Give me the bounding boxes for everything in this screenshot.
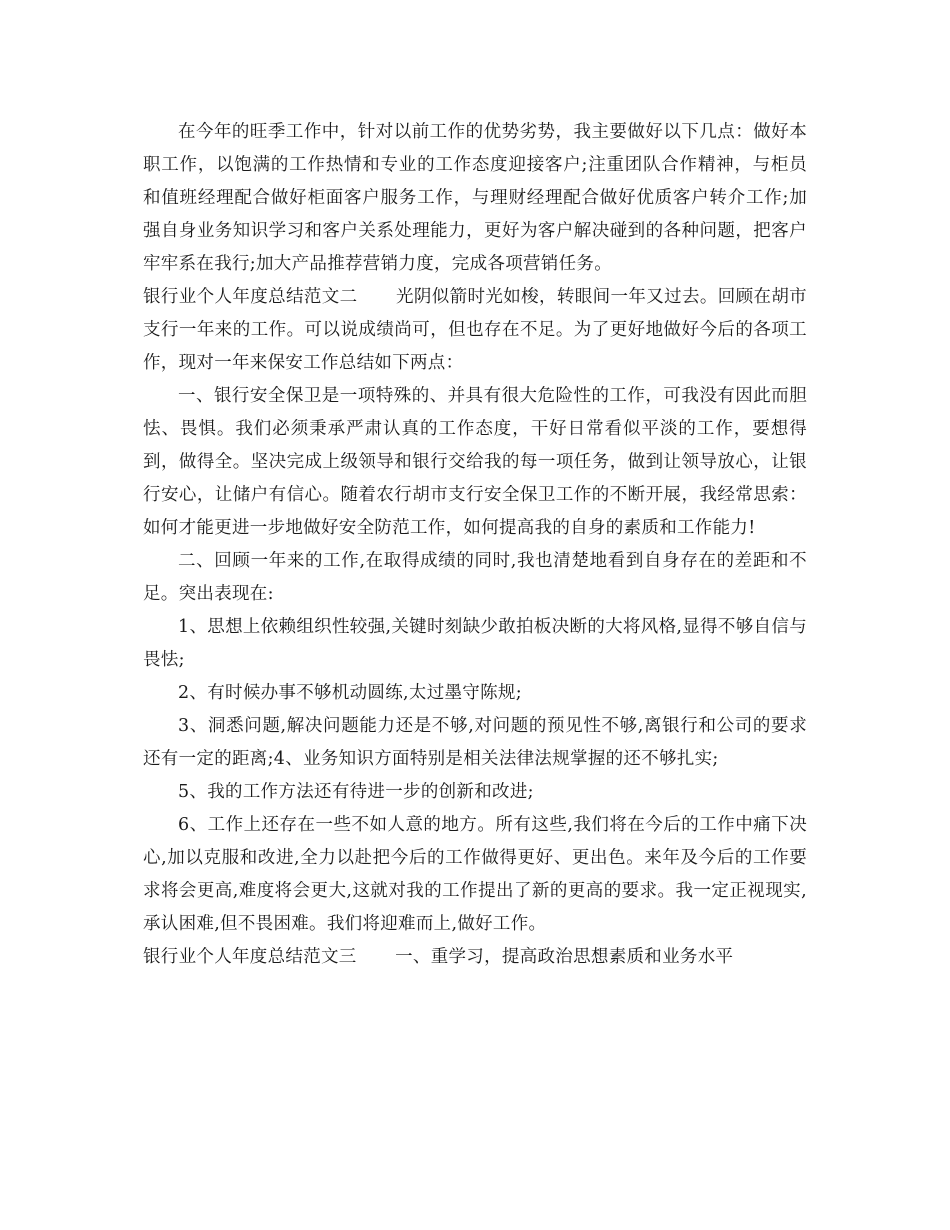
paragraph-peak-season: 在今年的旺季工作中，针对以前工作的优势劣势，我主要做好以下几点：做好本职工作，以饱满的工作热情和专业的工作态度迎接客户;注重团队合作精神，与柜员和值班经理配合做好柜面客户服务工作，与理财经理配合做好优质客户转介工作;加强自身业务知识学习和客户关系处理能力，更好为客户解决碰到的各种问题，把客户牢牢系在我行;加大产品推荐营销力度，完成各项营销任务。 xyxy=(143,122,807,274)
list-item-6: 6、工作上还存在一些不如人意的地方。所有这些,我们将在今后的工作中痛下决心,加以克服和改进,全力以赴把今后的工作做得更好、更出色。来年及今后的工作要求将会更高,难度将会更大,这就对我的工作提出了新的更高的要求。我一定正视现实,承认困难,但不畏困难。我们将迎难而上,做好工作。 xyxy=(143,815,807,934)
list-item-3: 3、洞悉问题,解决问题能力还是不够,对问题的预见性不够,离银行和公司的要求还有一定的距离;4、业务知识方面特别是相关法律法规掌握的还不够扎实; xyxy=(143,716,807,769)
list-item-2: 2、有时候办事不够机动圆练,太过墨守陈规; xyxy=(178,683,522,703)
list-item-5: 5、我的工作方法还有待进一步的创新和改进; xyxy=(178,782,534,802)
section-two-title: 银行业个人年度总结范文二 xyxy=(143,287,358,307)
list-item-1: 1、思想上依赖组织性较强,关键时刻缺少敢拍板决断的大将风格,显得不够自信与畏怯; xyxy=(143,617,807,670)
section-three-title: 银行业个人年度总结范文三 xyxy=(143,947,357,967)
paragraph-security-work: 一、银行安全保卫是一项特殊的、并具有很大危险性的工作，可我没有因此而胆怯、畏惧。我们必须秉承严肃认真的工作态度，干好日常看似平淡的工作，要想得到，做得全。坚决完成上级领导和银行交给我的每一项任务，做到让领导放心，让银行安心，让储户有信心。随着农行胡市支行安全保卫工作的不断开展，我经常思索：如何才能更进一步地做好安全防范工作，如何提高我的自身的素质和工作能力! xyxy=(143,386,807,538)
section-three-line xyxy=(143,941,807,974)
paragraph-review: 二、回顾一年来的工作,在取得成绩的同时,我也清楚地看到自身存在的差距和不足。突出表现在: xyxy=(143,551,807,604)
document-body xyxy=(143,116,807,974)
section-two-line xyxy=(143,281,807,380)
section-two-intro: 光阴似箭时光如梭，转眼间一年又过去。回顾在胡市支行一年来的工作。可以说成绩尚可，但也存在不足。为了更好地做好今后的各项工作，现对一年来保安工作总结如下两点： xyxy=(143,287,807,373)
section-three-intro: 一、重学习，提高政治思想素质和业务水平 xyxy=(395,947,734,967)
